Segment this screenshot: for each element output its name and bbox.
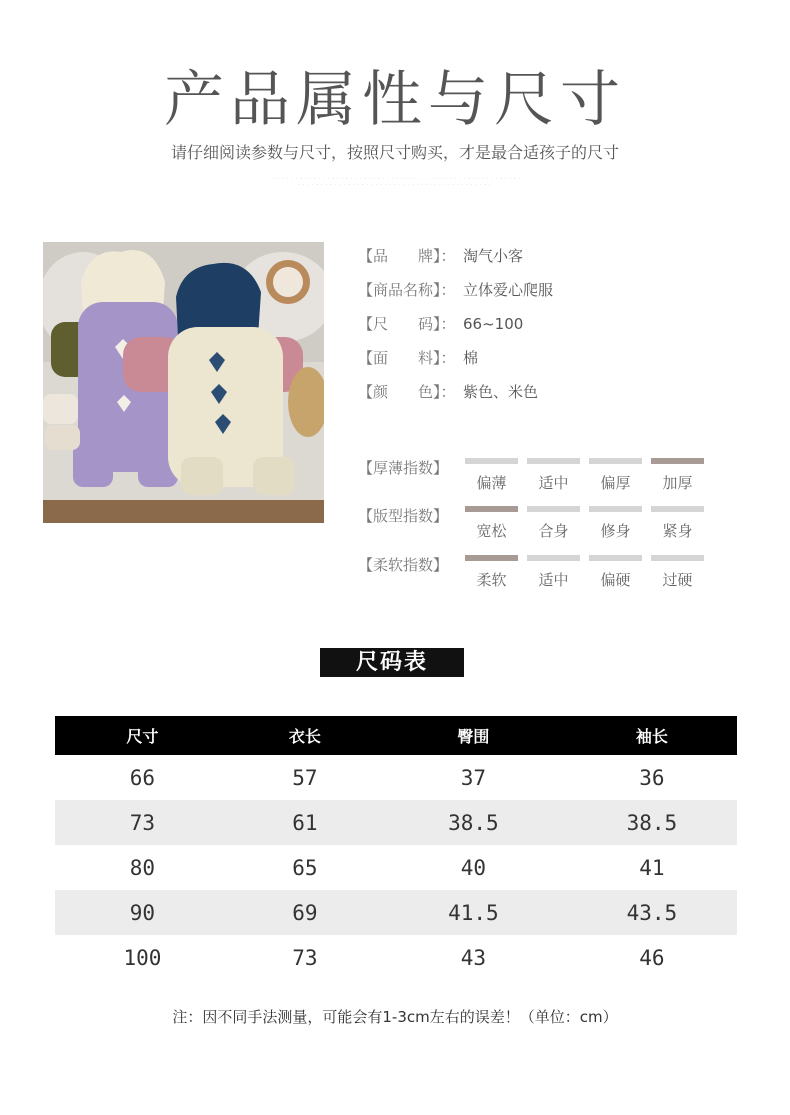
fit-option: 合身 <box>538 522 569 540</box>
attr-brand <box>358 245 523 266</box>
attr-value: 淘气小客 <box>463 247 524 265</box>
softness-index-label: 【柔软指数】 <box>358 556 449 574</box>
softness-bar-2 <box>589 555 642 561</box>
table-row <box>55 755 737 800</box>
column-header: 衣长 <box>230 716 380 755</box>
column-header: 袖长 <box>567 716 737 755</box>
attr-color <box>358 381 538 402</box>
thickness-option: 偏薄 <box>476 474 507 492</box>
attr-value: 棉 <box>463 349 479 367</box>
softness-bar-3 <box>651 555 704 561</box>
table-cell: 61 <box>230 800 380 845</box>
thickness-bar-1 <box>527 458 580 464</box>
fit-option: 修身 <box>600 522 631 540</box>
table-row <box>55 935 737 980</box>
thickness-bar-2 <box>589 458 642 464</box>
table-header-row <box>55 716 737 755</box>
table-cell: 73 <box>55 800 230 845</box>
softness-option: 过硬 <box>662 571 693 589</box>
table-cell: 65 <box>292 855 318 880</box>
attr-label: 【品 牌】： <box>358 247 456 265</box>
table-cell: 100 <box>123 945 162 970</box>
column-header: 尺寸 <box>55 716 230 755</box>
attr-value: 立体爱心爬服 <box>463 281 554 299</box>
thickness-option: 适中 <box>538 474 569 492</box>
table-cell: 69 <box>230 890 380 935</box>
thickness-bar-0 <box>465 458 518 464</box>
softness-option: 适中 <box>538 571 569 589</box>
attr-label: 【颜 色】： <box>358 383 456 401</box>
softness-option: 柔软 <box>476 571 507 589</box>
table-cell: 36 <box>639 765 665 790</box>
fit-bar-0 <box>465 506 518 512</box>
table-cell: 73 <box>292 945 318 970</box>
size-chart-title: 尺码表 <box>320 648 464 677</box>
fit-option: 宽松 <box>476 522 507 540</box>
measurement-note: 注：因不同手法测量，可能会有1-3cm左右的误差！（单位：cm） <box>172 1008 618 1026</box>
thickness-option: 加厚 <box>662 474 693 492</box>
softness-bar-0 <box>465 555 518 561</box>
attr-label: 【商品名称】： <box>358 281 456 299</box>
attr-size <box>358 313 523 334</box>
attr-label: 【尺 码】： <box>358 315 456 333</box>
table-cell: 40 <box>460 855 487 880</box>
table-cell: 66 <box>129 765 156 790</box>
table-cell: 43 <box>460 945 487 970</box>
attr-value: 66~100 <box>463 315 524 333</box>
attr-fabric <box>358 347 478 368</box>
attr-label: 【面 料】： <box>358 349 456 367</box>
fit-option: 紧身 <box>662 522 693 540</box>
table-cell: 57 <box>292 765 318 790</box>
fit-bar-3 <box>651 506 704 512</box>
table-row <box>55 800 737 845</box>
table-row <box>55 890 737 935</box>
table-cell: 37 <box>460 765 487 790</box>
fit-index-label: 【版型指数】 <box>358 507 449 525</box>
table-cell: 38.5 <box>567 800 737 845</box>
fit-bar-1 <box>527 506 580 512</box>
column-header: 臀围 <box>380 716 567 755</box>
table-cell: 41 <box>639 855 665 880</box>
table-cell: 43.5 <box>567 890 737 935</box>
softness-bar-1 <box>527 555 580 561</box>
decorative-tiny-text-2: · · · · · · · · · · · · · · · · · · · · · · · · · · · · · · · · · · · · · · · · · · · <box>298 182 492 187</box>
fit-bar-2 <box>589 506 642 512</box>
attr-value: 紫色、米色 <box>463 383 539 401</box>
table-cell: 46 <box>639 945 665 970</box>
thickness-bar-3 <box>651 458 704 464</box>
table-cell: 80 <box>129 855 156 880</box>
attr-product-name <box>358 279 553 300</box>
page-subtitle: 请仔细阅读参数与尺寸，按照尺寸购买，才是最合适孩子的尺寸 <box>170 143 619 162</box>
table-row <box>55 845 737 890</box>
page-title: 产品属性与尺寸 <box>164 65 626 135</box>
product-photo <box>43 242 324 523</box>
decorative-tiny-text-1: · · · · · · · · · · · · · · · · · · · · · · · · · · · · · · · · · · · · · · · · · · · · · · · · · · · · · · · · <box>268 176 522 181</box>
size-table <box>55 716 737 980</box>
thickness-option: 偏厚 <box>600 474 631 492</box>
table-cell: 41.5 <box>380 890 567 935</box>
thickness-index-label: 【厚薄指数】 <box>358 459 449 477</box>
softness-option: 偏硬 <box>600 571 631 589</box>
table-cell: 38.5 <box>380 800 567 845</box>
table-cell: 90 <box>55 890 230 935</box>
